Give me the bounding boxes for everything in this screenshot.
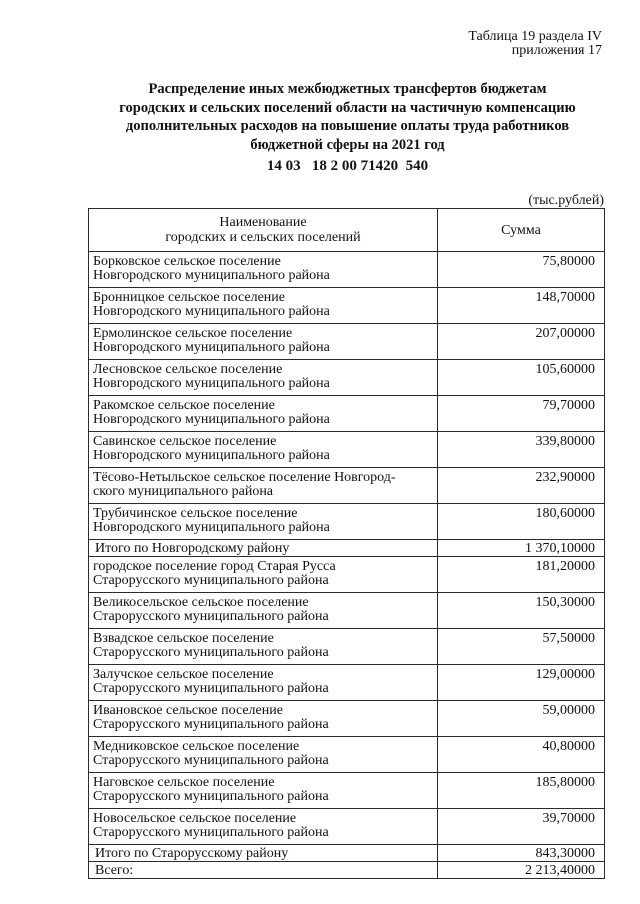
table-header-row <box>89 209 605 252</box>
amount-cell: 185,80000 <box>438 773 605 809</box>
header-settlement-name <box>89 209 438 252</box>
grand-total-label: Всего: <box>89 862 438 879</box>
settlement-name-cell <box>89 737 438 773</box>
table-row <box>89 737 605 773</box>
amount-cell: 40,80000 <box>438 737 605 773</box>
table-row <box>89 593 605 629</box>
table-row <box>89 252 605 288</box>
amount-cell: 59,00000 <box>438 701 605 737</box>
settlement-name-line-2: Старорусского муниципального района <box>93 716 329 732</box>
settlement-name-line-1: Савинское сельское поселение <box>93 434 277 449</box>
table-row <box>89 324 605 360</box>
table-row <box>89 504 605 540</box>
settlement-name-cell <box>89 809 438 845</box>
settlement-name-line-2: Новгородского муниципального района <box>93 447 330 463</box>
novgorod-subtotal-row <box>89 540 605 557</box>
settlement-name-line-2: ского муниципального района <box>93 483 274 499</box>
settlement-name-cell <box>89 432 438 468</box>
amount-cell: 57,50000 <box>438 629 605 665</box>
table-row <box>89 396 605 432</box>
amount-cell: 232,90000 <box>438 468 605 504</box>
settlement-name-cell <box>89 593 438 629</box>
settlement-name-line-2: Новгородского муниципального района <box>93 267 330 283</box>
settlement-name-cell <box>89 701 438 737</box>
settlement-name-line-1: Трубичинское сельское поселение <box>93 506 298 521</box>
settlement-name-line-2: Новгородского муниципального района <box>93 519 330 535</box>
settlement-name-line-1: Лесновское сельское поселение <box>93 362 283 377</box>
settlement-name-line-1: городское поселение город Старая Русса <box>93 559 336 574</box>
settlement-name-cell <box>89 773 438 809</box>
settlement-name-cell <box>89 252 438 288</box>
table-row <box>89 629 605 665</box>
settlement-name-line-2: Старорусского муниципального района <box>93 572 329 588</box>
table-row <box>89 360 605 396</box>
amount-cell: 39,70000 <box>438 809 605 845</box>
caption-line-1: Таблица 19 раздела IV <box>468 29 602 44</box>
settlement-name-line-2: Старорусского муниципального района <box>93 680 329 696</box>
amount-cell: 129,00000 <box>438 665 605 701</box>
settlement-name-cell <box>89 629 438 665</box>
subtotal-amount: 1 370,10000 <box>438 540 605 557</box>
settlement-name-line-1: Медниковское сельское поселение <box>93 739 300 754</box>
table-row <box>89 557 605 593</box>
settlement-name-line-2: Старорусского муниципального района <box>93 644 329 660</box>
settlement-name-line-2: Старорусского муниципального района <box>93 824 329 840</box>
table-row <box>89 468 605 504</box>
header-name-line-2: городских и сельских поселений <box>165 230 361 245</box>
settlement-name-line-2: Новгородского муниципального района <box>93 339 330 355</box>
units-label: (тыс.рублей) <box>528 193 604 208</box>
settlement-name-cell <box>89 396 438 432</box>
caption-line-2: приложения 17 <box>511 43 602 58</box>
settlement-name-line-2: Старорусского муниципального района <box>93 608 329 624</box>
settlement-name-line-2: Новгородского муниципального района <box>93 375 330 391</box>
title-line-4: бюджетной сферы на 2021 год <box>250 136 445 153</box>
subtotal-amount: 843,30000 <box>438 845 605 862</box>
settlement-name-line-1: Ивановское сельское поселение <box>93 703 283 718</box>
amount-cell: 105,60000 <box>438 360 605 396</box>
settlement-name-line-1: Наговское сельское поселение <box>93 775 275 790</box>
amount-cell: 339,80000 <box>438 432 605 468</box>
document-title <box>80 80 615 154</box>
settlement-name-cell <box>89 504 438 540</box>
title-line-2: городских и сельских поселений области на частичную компенсацию <box>119 99 576 116</box>
table-row <box>89 665 605 701</box>
table-row <box>89 773 605 809</box>
settlement-name-line-1: Бронницкое сельское поселение <box>93 290 285 305</box>
budget-classification-code: 14 03 18 2 00 71420 540 <box>266 158 429 174</box>
staraya-russa-subtotal-row <box>89 845 605 862</box>
settlement-name-cell <box>89 468 438 504</box>
subtotal-label: Итого по Старорусскому району <box>89 845 438 862</box>
amount-cell: 148,70000 <box>438 288 605 324</box>
settlement-name-line-2: Новгородского муниципального района <box>93 411 330 427</box>
table-row <box>89 809 605 845</box>
settlement-name-cell <box>89 360 438 396</box>
grand-total-row <box>89 862 605 879</box>
settlement-name-line-1: Залучское сельское поселение <box>93 667 274 682</box>
table-row <box>89 701 605 737</box>
amount-cell: 181,20000 <box>438 557 605 593</box>
header-sum: Сумма <box>438 209 605 252</box>
settlement-name-cell <box>89 557 438 593</box>
grand-total-amount: 2 213,40000 <box>438 862 605 879</box>
settlement-name-cell <box>89 288 438 324</box>
settlement-name-line-1: Ермолинское сельское поселение <box>93 326 293 341</box>
transfers-table <box>88 208 605 879</box>
settlement-name-line-1: Борковское сельское поселение <box>93 254 281 269</box>
settlement-name-cell <box>89 324 438 360</box>
settlement-name-line-1: Великосельское сельское поселение <box>93 595 309 610</box>
table-row <box>89 288 605 324</box>
settlement-name-line-2: Старорусского муниципального района <box>93 752 329 768</box>
settlement-name-line-2: Новгородского муниципального района <box>93 303 330 319</box>
amount-cell: 75,80000 <box>438 252 605 288</box>
header-name-line-1: Наименование <box>219 215 307 230</box>
table-row <box>89 432 605 468</box>
settlement-name-line-1: Взвадское сельское поселение <box>93 631 274 646</box>
amount-cell: 207,00000 <box>438 324 605 360</box>
amount-cell: 79,70000 <box>438 396 605 432</box>
settlement-name-cell <box>89 665 438 701</box>
amount-cell: 150,30000 <box>438 593 605 629</box>
title-line-3: дополнительных расходов на повышение оплаты труда работников <box>125 118 570 134</box>
title-line-1: Распределение иных межбюджетных трансфертов бюджетам <box>148 81 547 97</box>
settlement-name-line-1: Тёсово-Нетыльское сельское поселение Новгород- <box>93 470 396 485</box>
amount-cell: 180,60000 <box>438 504 605 540</box>
settlement-name-line-2: Старорусского муниципального района <box>93 788 329 804</box>
settlement-name-line-1: Ракомское сельское поселение <box>93 398 275 413</box>
table-caption <box>468 30 602 58</box>
subtotal-label: Итого по Новгородскому району <box>89 540 438 557</box>
settlement-name-line-1: Новосельское сельское поселение <box>93 811 297 826</box>
